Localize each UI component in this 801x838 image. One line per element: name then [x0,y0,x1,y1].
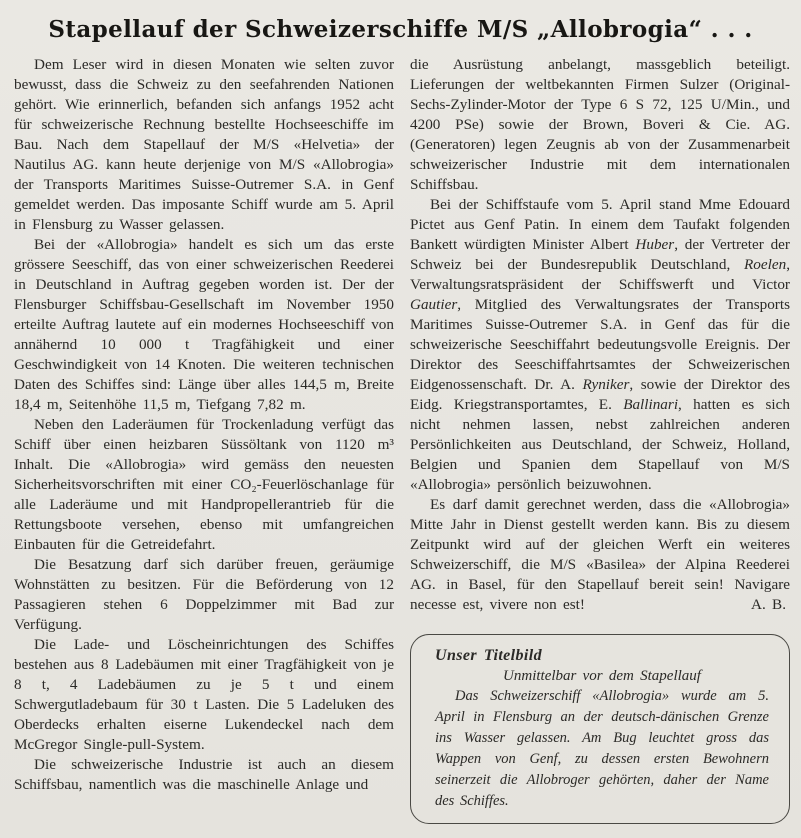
column-right [410,55,790,824]
paragraph-left-3: Neben den Laderäumen für Trockenladung verfügt das Schiff über einen heizbaren Süssöltank von 1120 m³ Inhalt. Die «Allobrogia» wird gemäss den neuesten Sicherheitsvorschriften mit einer CO₂-Feuerlöschanlage für alle Laderäume und mit Handpropellerantrieb für die Rettungsboote versehen, ebenso mit umfangreichen Einbauten für die Getreidefahrt. [14,416,394,553]
paragraph-left-5: Die Lade- und Löscheinrichtungen des Schiffes bestehen aus 8 Ladebäumen mit einer Tragfähigkeit von je 8 t, 4 Ladebäumen zu je 5 t und einem Schwergutladebaum für 30 t Lasten. Die 5 Ladeluken des Oberdecks erhalten eiserne Lukendeckel nach dem McGregor Single-pull-System. [14,636,394,753]
paragraph-left-6: Die schweizerische Industrie ist auch an diesem Schiffsbau, namentlich was die maschinelle Anlage und [14,756,394,793]
box-heading: Unser Titelbild [435,647,543,664]
column-left [14,55,394,824]
paragraph-right-2: Bei der Schiffstaufe vom 5. April stand Mme Edouard Pictet aus Genf Patin. In einem dem Taufakt folgenden Bankett würdigten Minister Albert Huber, der Vertreter der Schweiz bei der Bundesrepublik Deutschland, Roelen, Verwaltungsratspräsident der Schiffswerft und Victor Gautier, Mitglied des Verwaltungsrates der Transports Maritimes Suisse-Outremer S.A. in Genf das für die schweizerische Seeschiffahrt bedeutungsvolle Ereignis. Der Direktor des Seeschiffahrtsamtes der Schweizerischen Eidgenossenschaft. Dr. A. Ryniker, sowie der Direktor des Eidg. Kriegstransportamtes, E. Ballinari, hatten es sich nicht nehmen lassen, nebst zahlreichen anderen Persönlichkeiten aus Deutschland, der Schweiz, Holland, Belgien und Spanien dem Stapellauf von M/S «Allobrogia» persönlich beizuwohnen. [410,196,790,493]
article-title: Stapellauf der Schweizerschiffe M/S „Allobrogia“ . . . [48,16,753,43]
article-columns [0,51,801,824]
box-caption-title: Unmittelbar vor dem Stapellauf [503,668,701,684]
paragraph-left-4: Die Besatzung darf sich darüber freuen, geräumige Wohnstätten zu besitzen. Für die Beförderung von 12 Passagieren stehen 6 Doppelzimmer mit Bad zur Verfügung. [14,556,394,633]
box-caption-text: Das Schweizerschiff «Allobrogia» wurde am 5. April in Flensburg an der deutsch-dänischen Grenze ins Wasser gelassen. Am Bug leuchtet gross das Wappen von Genf, zu dessen ersten Bewohnern seinerzeit die Allobroger gehörten, daher der Name des Schiffes. [435,688,769,809]
paragraph-right-3: Es darf damit gerechnet werden, dass die «Allobrogia» Mitte Jahr in Dienst gestellt werden kann. Bis zu diesem Zeitpunkt wird auf der gleichen Werft ein weiteres Schweizerschiff, die M/S «Basilea» der Alpina Reederei AG. in Basel, für den Stapellauf bereit sein! Navigare necesse est, vivere non est! A. B. [410,496,790,613]
paragraph-left-1: Dem Leser wird in diesen Monaten wie selten zuvor bewusst, dass die Schweiz zu den seefahrenden Nationen gehört. Wie erinnerlich, befanden sich anfangs 1952 acht für schweizerische Rechnung bestellte Hochseeschiffe im Bau. Nach dem Stapellauf der M/S «Helvetia» der Nautilus AG. kann heute derjenige von M/S «Allobrogia» der Transports Maritimes Suisse-Outremer S.A. in Genf gemeldet werden. Das imposante Schiff wurde am 5. April in Flensburg zu Wasser gelassen. [14,56,394,233]
titelbild-info-box [410,634,790,824]
paragraph-right-1: die Ausrüstung anbelangt, massgeblich beteiligt. Lieferungen der weltbekannten Firmen Sulzer (Original-Sechs-Zylinder-Motor der Type 6 S 72, 125 U/Min., und 4200 PSe) sowie der Brown, Boveri & Cie. AG. (Generatoren) legen Zeugnis ab von der Zusammenarbeit schweizerischer Industrie mit dem internationalen Schiffsbau. [410,56,790,193]
paragraph-left-2: Bei der «Allobrogia» handelt es sich um das erste grössere Seeschiff, das von einer schweizerischen Reederei in Deutschland in Auftrag gegeben worden ist. Der der Flensburger Schiffsbau-Gesellschaft im November 1950 erteilte Auftrag lautete auf ein modernes Hochseeschiff von annähernd 10 000 t Tragfähigkeit und einer Geschwindigkeit von 14 Knoten. Die weiteren technischen Daten des Schiffes sind: Länge über alles 144,5 m, Breite 18,4 m, Seitenhöhe 11,5 m, Tiefgang 7,82 m. [14,236,394,413]
